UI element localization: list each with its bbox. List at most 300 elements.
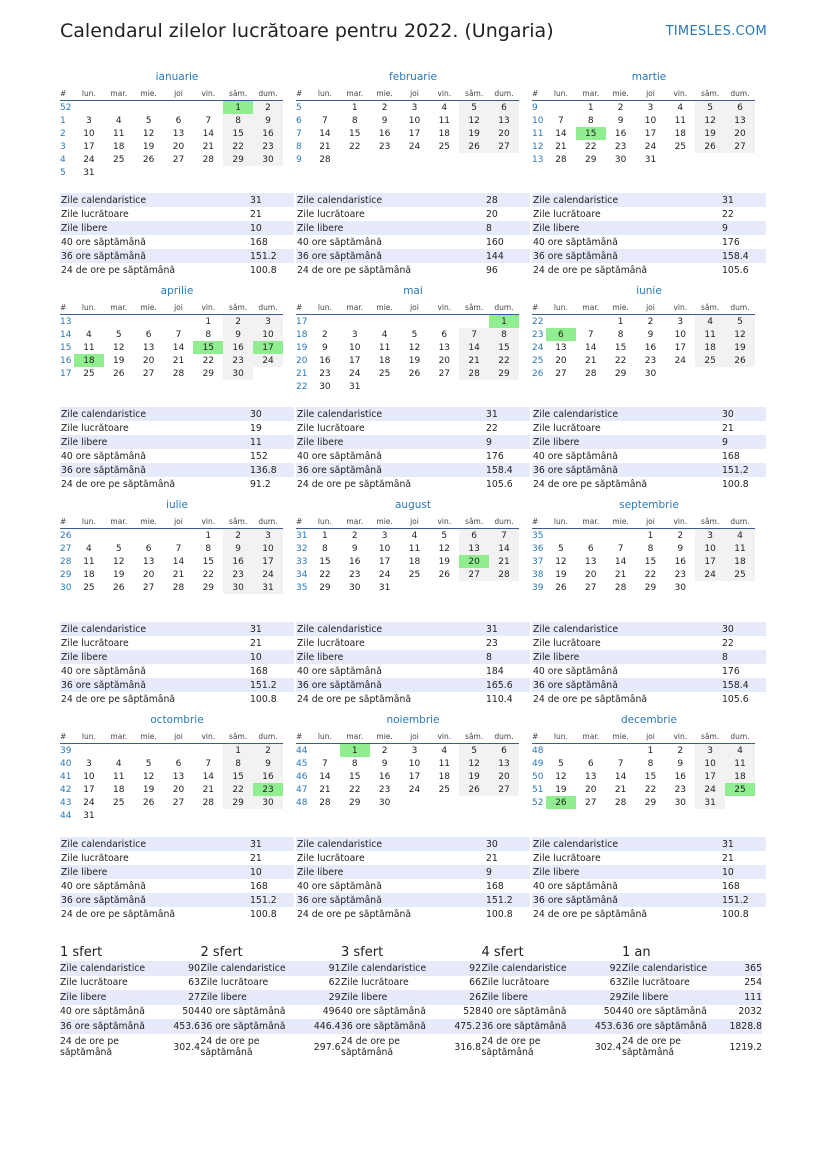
day-cell[interactable]: 6 [587,543,594,554]
day-cell[interactable]: 4 [86,543,92,554]
day-cell[interactable]: 31 [253,581,283,594]
day-cell[interactable]: 23 [319,368,331,379]
day-cell[interactable]: 23 [644,355,657,366]
day-cell[interactable]: 2 [253,101,283,115]
day-cell[interactable]: 24 [83,797,95,808]
day-cell[interactable]: 2 [351,530,358,541]
day-cell[interactable]: 5 [558,758,564,769]
day-cell[interactable]: 12 [142,128,155,139]
day-cell[interactable]: 6 [145,543,152,554]
day-cell[interactable]: 28 [555,154,567,165]
day-cell[interactable]: 2 [677,530,684,541]
day-cell[interactable]: 30 [319,382,331,393]
day-cell[interactable]: 11 [438,758,451,769]
day-cell[interactable]: 24 [644,141,657,152]
day-cell[interactable]: 25 [438,784,451,795]
day-cell[interactable]: 30 [223,581,253,594]
day-cell[interactable]: 23 [349,569,361,580]
day-cell[interactable]: 29 [585,154,597,165]
day-cell[interactable]: 16 [253,770,283,783]
day-cell[interactable]: 9 [223,542,253,555]
day-cell[interactable]: 25 [408,569,421,580]
day-cell[interactable]: 25 [83,368,95,379]
day-cell[interactable]: 6 [175,115,182,126]
day-cell[interactable]: 15 [644,556,657,567]
day-cell[interactable]: 3 [351,329,358,340]
day-cell[interactable]: 15 [349,771,361,782]
day-cell[interactable]: 18 [83,569,95,580]
day-cell[interactable]: 11 [674,115,687,126]
day-cell[interactable]: 8 [587,115,594,126]
day-cell[interactable]: 3 [677,316,684,327]
day-cell[interactable]: 22 [585,141,597,152]
day-cell[interactable]: 19 [695,127,725,140]
day-cell[interactable]: 4 [725,744,755,758]
day-cell[interactable]: 6 [459,529,489,543]
day-cell[interactable]: 10 [349,342,361,353]
day-cell[interactable]: 11 [438,115,451,126]
day-cell[interactable]: 2 [381,745,388,756]
day-cell[interactable]: 9 [647,329,654,340]
day-cell[interactable]: 6 [546,328,576,341]
day-cell[interactable]: 12 [459,114,489,127]
day-cell[interactable]: 17 [695,555,725,568]
day-cell[interactable]: 30 [674,582,687,593]
day-cell[interactable]: 8 [223,757,253,770]
day-cell[interactable]: 13 [438,342,451,353]
day-cell[interactable]: 2 [322,329,328,340]
day-cell[interactable]: 21 [319,784,331,795]
day-cell[interactable]: 10 [83,771,95,782]
day-cell[interactable]: 11 [83,342,95,353]
day-cell[interactable]: 26 [142,797,155,808]
day-cell[interactable]: 15 [223,770,253,783]
day-cell[interactable]: 1 [647,530,654,541]
day-cell[interactable]: 5 [115,329,122,340]
day-cell[interactable]: 7 [322,758,328,769]
day-cell[interactable]: 14 [614,556,627,567]
day-cell[interactable]: 27 [172,797,185,808]
day-cell[interactable]: 10 [695,542,725,555]
day-cell[interactable]: 30 [223,367,253,380]
day-cell[interactable]: 27 [585,582,597,593]
day-cell[interactable]: 15 [349,128,361,139]
day-cell[interactable]: 11 [113,771,125,782]
day-cell[interactable]: 28 [614,797,627,808]
day-cell[interactable]: 13 [585,771,597,782]
day-cell[interactable]: 11 [408,543,421,554]
day-cell[interactable]: 13 [489,114,519,127]
day-cell[interactable]: 18 [674,128,687,139]
day-cell[interactable]: 30 [614,154,627,165]
day-cell[interactable]: 22 [202,569,215,580]
day-cell[interactable]: 26 [113,368,125,379]
day-cell[interactable]: 9 [253,114,283,127]
day-cell[interactable]: 22 [644,784,657,795]
day-cell[interactable]: 3 [86,115,92,126]
day-cell[interactable]: 20 [585,784,597,795]
day-cell[interactable]: 22 [202,355,215,366]
day-cell[interactable]: 21 [585,355,597,366]
day-cell[interactable]: 13 [489,757,519,770]
day-cell[interactable]: 5 [459,744,489,758]
day-cell[interactable]: 18 [113,141,125,152]
day-cell[interactable]: 9 [351,543,358,554]
day-cell[interactable]: 29 [202,582,215,593]
day-cell[interactable]: 10 [253,328,283,341]
day-cell[interactable]: 17 [408,771,421,782]
day-cell[interactable]: 14 [459,341,489,354]
day-cell[interactable]: 12 [113,342,125,353]
day-cell[interactable]: 12 [408,342,421,353]
day-cell[interactable]: 20 [142,355,155,366]
day-cell[interactable]: 16 [644,342,657,353]
day-cell[interactable]: 7 [205,758,212,769]
day-cell[interactable]: 20 [438,355,451,366]
day-cell[interactable]: 2 [647,316,654,327]
day-cell[interactable]: 11 [378,342,391,353]
day-cell[interactable]: 10 [695,757,725,770]
day-cell[interactable]: 2 [223,315,253,329]
day-cell[interactable]: 3 [253,529,283,543]
day-cell[interactable]: 18 [725,770,755,783]
day-cell[interactable]: 16 [223,555,253,568]
day-cell[interactable]: 9 [677,758,684,769]
day-cell[interactable]: 1 [205,530,212,541]
day-cell[interactable]: 5 [115,543,122,554]
day-cell[interactable]: 23 [378,784,391,795]
day-cell[interactable]: 8 [647,758,654,769]
day-cell[interactable]: 16 [674,771,687,782]
day-cell[interactable]: 12 [142,771,155,782]
day-cell[interactable]: 20 [725,127,755,140]
day-cell[interactable]: 14 [172,556,185,567]
day-cell[interactable]: 4 [441,102,448,113]
day-cell[interactable]: 29 [614,368,627,379]
day-cell[interactable]: 17 [349,355,361,366]
day-cell[interactable]: 4 [677,102,684,113]
day-cell[interactable]: 11 [113,128,125,139]
day-cell[interactable]: 15 [319,556,331,567]
day-cell[interactable]: 29 [202,368,215,379]
day-cell[interactable]: 5 [145,758,152,769]
day-cell[interactable]: 6 [489,744,519,758]
day-cell[interactable]: 19 [555,569,567,580]
day-cell[interactable]: 18 [695,341,725,354]
day-cell[interactable]: 15 [644,771,657,782]
day-cell[interactable]: 17 [83,784,95,795]
day-cell[interactable]: 17 [695,770,725,783]
day-cell[interactable]: 4 [381,329,388,340]
day-cell[interactable]: 10 [644,115,657,126]
day-cell[interactable]: 27 [489,783,519,796]
day-cell[interactable]: 1 [587,102,594,113]
day-cell[interactable]: 20 [555,355,567,366]
day-cell[interactable]: 13 [172,771,185,782]
day-cell[interactable]: 31 [349,382,361,393]
day-cell[interactable]: 27 [172,154,185,165]
day-cell[interactable]: 17 [253,555,283,568]
day-cell[interactable]: 19 [142,784,155,795]
day-cell[interactable]: 7 [459,328,489,341]
day-cell[interactable]: 9 [381,115,388,126]
day-cell[interactable]: 27 [142,582,155,593]
day-cell[interactable]: 9 [322,342,328,353]
day-cell[interactable]: 7 [558,115,564,126]
day-cell[interactable]: 24 [378,569,391,580]
day-cell[interactable]: 31 [83,168,95,179]
day-cell[interactable]: 26 [142,154,155,165]
day-cell[interactable]: 13 [585,556,597,567]
day-cell[interactable]: 15 [614,342,627,353]
day-cell[interactable]: 30 [253,153,283,166]
day-cell[interactable]: 5 [558,543,564,554]
day-cell[interactable]: 22 [349,784,361,795]
day-cell[interactable]: 24 [695,568,725,581]
day-cell[interactable]: 19 [408,355,421,366]
day-cell[interactable]: 26 [459,783,489,796]
day-cell[interactable]: 11 [695,328,725,341]
day-cell[interactable]: 23 [378,141,391,152]
day-cell[interactable]: 24 [695,783,725,796]
day-cell[interactable]: 16 [614,128,627,139]
day-cell[interactable]: 7 [617,758,624,769]
day-cell[interactable]: 14 [555,128,567,139]
day-cell[interactable]: 18 [438,128,451,139]
day-cell[interactable]: 12 [438,543,451,554]
day-cell[interactable]: 22 [644,569,657,580]
day-cell[interactable]: 19 [459,770,489,783]
day-cell[interactable]: 25 [725,568,755,581]
day-cell[interactable]: 13 [172,128,185,139]
day-cell[interactable]: 21 [614,784,627,795]
day-cell[interactable]: 15 [223,127,253,140]
day-cell[interactable]: 4 [86,329,92,340]
day-cell[interactable]: 12 [113,556,125,567]
day-cell[interactable]: 20 [585,569,597,580]
day-cell[interactable]: 1 [223,101,253,115]
day-cell[interactable]: 19 [438,556,451,567]
day-cell[interactable]: 12 [459,757,489,770]
day-cell[interactable]: 12 [695,114,725,127]
day-cell[interactable]: 16 [378,128,391,139]
day-cell[interactable]: 14 [319,128,331,139]
day-cell[interactable]: 11 [83,556,95,567]
day-cell[interactable]: 18 [408,556,421,567]
day-cell[interactable]: 30 [378,797,391,808]
day-cell[interactable]: 20 [172,141,185,152]
day-cell[interactable]: 17 [253,341,283,354]
day-cell[interactable]: 7 [489,529,519,543]
day-cell[interactable]: 14 [202,771,215,782]
day-cell[interactable]: 17 [408,128,421,139]
day-cell[interactable]: 19 [555,784,567,795]
day-cell[interactable]: 18 [438,771,451,782]
day-cell[interactable]: 9 [617,115,624,126]
day-cell[interactable]: 10 [83,128,95,139]
day-cell[interactable]: 12 [725,328,755,341]
day-cell[interactable]: 16 [674,556,687,567]
day-cell[interactable]: 10 [408,758,421,769]
day-cell[interactable]: 25 [83,582,95,593]
day-cell[interactable]: 24 [674,355,687,366]
day-cell[interactable]: 3 [695,529,725,543]
day-cell[interactable]: 26 [555,582,567,593]
day-cell[interactable]: 9 [223,328,253,341]
day-cell[interactable]: 21 [459,354,489,367]
day-cell[interactable]: 18 [725,555,755,568]
day-cell[interactable]: 6 [489,101,519,115]
day-cell[interactable]: 21 [555,141,567,152]
day-cell[interactable]: 14 [489,542,519,555]
day-cell[interactable]: 1 [340,744,370,758]
day-cell[interactable]: 1 [223,744,253,758]
day-cell[interactable]: 23 [253,140,283,153]
day-cell[interactable]: 26 [546,796,576,809]
day-cell[interactable]: 7 [587,329,594,340]
day-cell[interactable]: 3 [695,744,725,758]
day-cell[interactable]: 2 [381,102,388,113]
day-cell[interactable]: 28 [585,368,597,379]
day-cell[interactable]: 1 [351,102,358,113]
day-cell[interactable]: 14 [202,128,215,139]
day-cell[interactable]: 8 [617,329,624,340]
day-cell[interactable]: 26 [408,368,421,379]
day-cell[interactable]: 2 [617,102,624,113]
day-cell[interactable]: 21 [489,555,519,568]
day-cell[interactable]: 15 [489,341,519,354]
day-cell[interactable]: 15 [576,127,606,140]
day-cell[interactable]: 3 [647,102,654,113]
day-cell[interactable]: 11 [725,757,755,770]
day-cell[interactable]: 23 [674,569,687,580]
day-cell[interactable]: 29 [223,153,253,166]
day-cell[interactable]: 31 [644,154,657,165]
day-cell[interactable]: 23 [253,783,283,796]
day-cell[interactable]: 21 [172,355,185,366]
day-cell[interactable]: 22 [223,783,253,796]
day-cell[interactable]: 7 [322,115,328,126]
day-cell[interactable]: 4 [695,315,725,329]
day-cell[interactable]: 8 [647,543,654,554]
day-cell[interactable]: 26 [695,140,725,153]
day-cell[interactable]: 16 [349,556,361,567]
day-cell[interactable]: 5 [411,329,418,340]
day-cell[interactable]: 3 [86,758,92,769]
day-cell[interactable]: 30 [253,796,283,809]
day-cell[interactable]: 4 [441,745,448,756]
day-cell[interactable]: 5 [459,101,489,115]
day-cell[interactable]: 29 [223,796,253,809]
day-cell[interactable]: 26 [459,140,489,153]
day-cell[interactable]: 20 [142,569,155,580]
day-cell[interactable]: 3 [381,530,388,541]
day-cell[interactable]: 25 [113,154,125,165]
day-cell[interactable]: 12 [555,556,567,567]
day-cell[interactable]: 18 [378,355,391,366]
day-cell[interactable]: 19 [142,141,155,152]
day-cell[interactable]: 26 [725,354,755,367]
day-cell[interactable]: 13 [142,342,155,353]
day-cell[interactable]: 5 [725,315,755,329]
day-cell[interactable]: 27 [585,797,597,808]
day-cell[interactable]: 10 [378,543,391,554]
day-cell[interactable]: 28 [172,368,185,379]
day-cell[interactable]: 1 [617,316,624,327]
day-cell[interactable]: 20 [489,127,519,140]
day-cell[interactable]: 5 [695,101,725,115]
day-cell[interactable]: 10 [408,115,421,126]
day-cell[interactable]: 30 [349,582,361,593]
day-cell[interactable]: 13 [459,542,489,555]
day-cell[interactable]: 29 [644,582,657,593]
day-cell[interactable]: 18 [113,784,125,795]
day-cell[interactable]: 4 [115,115,122,126]
day-cell[interactable]: 26 [438,569,451,580]
day-cell[interactable]: 10 [674,329,687,340]
day-cell[interactable]: 25 [674,141,687,152]
day-cell[interactable]: 23 [223,354,253,367]
day-cell[interactable]: 5 [441,530,448,541]
day-cell[interactable]: 28 [319,154,331,165]
day-cell[interactable]: 27 [459,568,489,581]
day-cell[interactable]: 25 [438,141,451,152]
day-cell[interactable]: 27 [489,140,519,153]
day-cell[interactable]: 14 [585,342,597,353]
day-cell[interactable]: 31 [695,796,725,809]
day-cell[interactable]: 11 [725,542,755,555]
day-cell[interactable]: 22 [223,140,253,153]
day-cell[interactable]: 3 [411,745,418,756]
day-cell[interactable]: 29 [489,367,519,380]
day-cell[interactable]: 14 [614,771,627,782]
day-cell[interactable]: 4 [411,530,418,541]
day-cell[interactable]: 20 [172,784,185,795]
day-cell[interactable]: 8 [351,115,358,126]
day-cell[interactable]: 6 [145,329,152,340]
day-cell[interactable]: 13 [725,114,755,127]
day-cell[interactable]: 7 [617,543,624,554]
day-cell[interactable]: 17 [83,141,95,152]
day-cell[interactable]: 9 [381,758,388,769]
day-cell[interactable]: 1 [647,745,654,756]
day-cell[interactable]: 30 [674,797,687,808]
day-cell[interactable]: 2 [253,744,283,758]
day-cell[interactable]: 24 [253,354,283,367]
day-cell[interactable]: 21 [319,141,331,152]
day-cell[interactable]: 28 [202,797,215,808]
day-cell[interactable]: 14 [319,771,331,782]
day-cell[interactable]: 24 [253,568,283,581]
day-cell[interactable]: 5 [145,115,152,126]
day-cell[interactable]: 8 [322,543,328,554]
day-cell[interactable]: 9 [253,757,283,770]
day-cell[interactable]: 25 [378,368,391,379]
day-cell[interactable]: 17 [644,128,657,139]
day-cell[interactable]: 31 [83,811,95,822]
day-cell[interactable]: 14 [172,342,185,353]
day-cell[interactable]: 1 [205,316,212,327]
day-cell[interactable]: 19 [113,355,125,366]
day-cell[interactable]: 8 [489,328,519,341]
day-cell[interactable]: 29 [349,797,361,808]
day-cell[interactable]: 25 [695,354,725,367]
day-cell[interactable]: 16 [319,355,331,366]
day-cell[interactable]: 18 [74,354,104,367]
day-cell[interactable]: 7 [205,115,212,126]
day-cell[interactable]: 6 [725,101,755,115]
day-cell[interactable]: 3 [411,102,418,113]
